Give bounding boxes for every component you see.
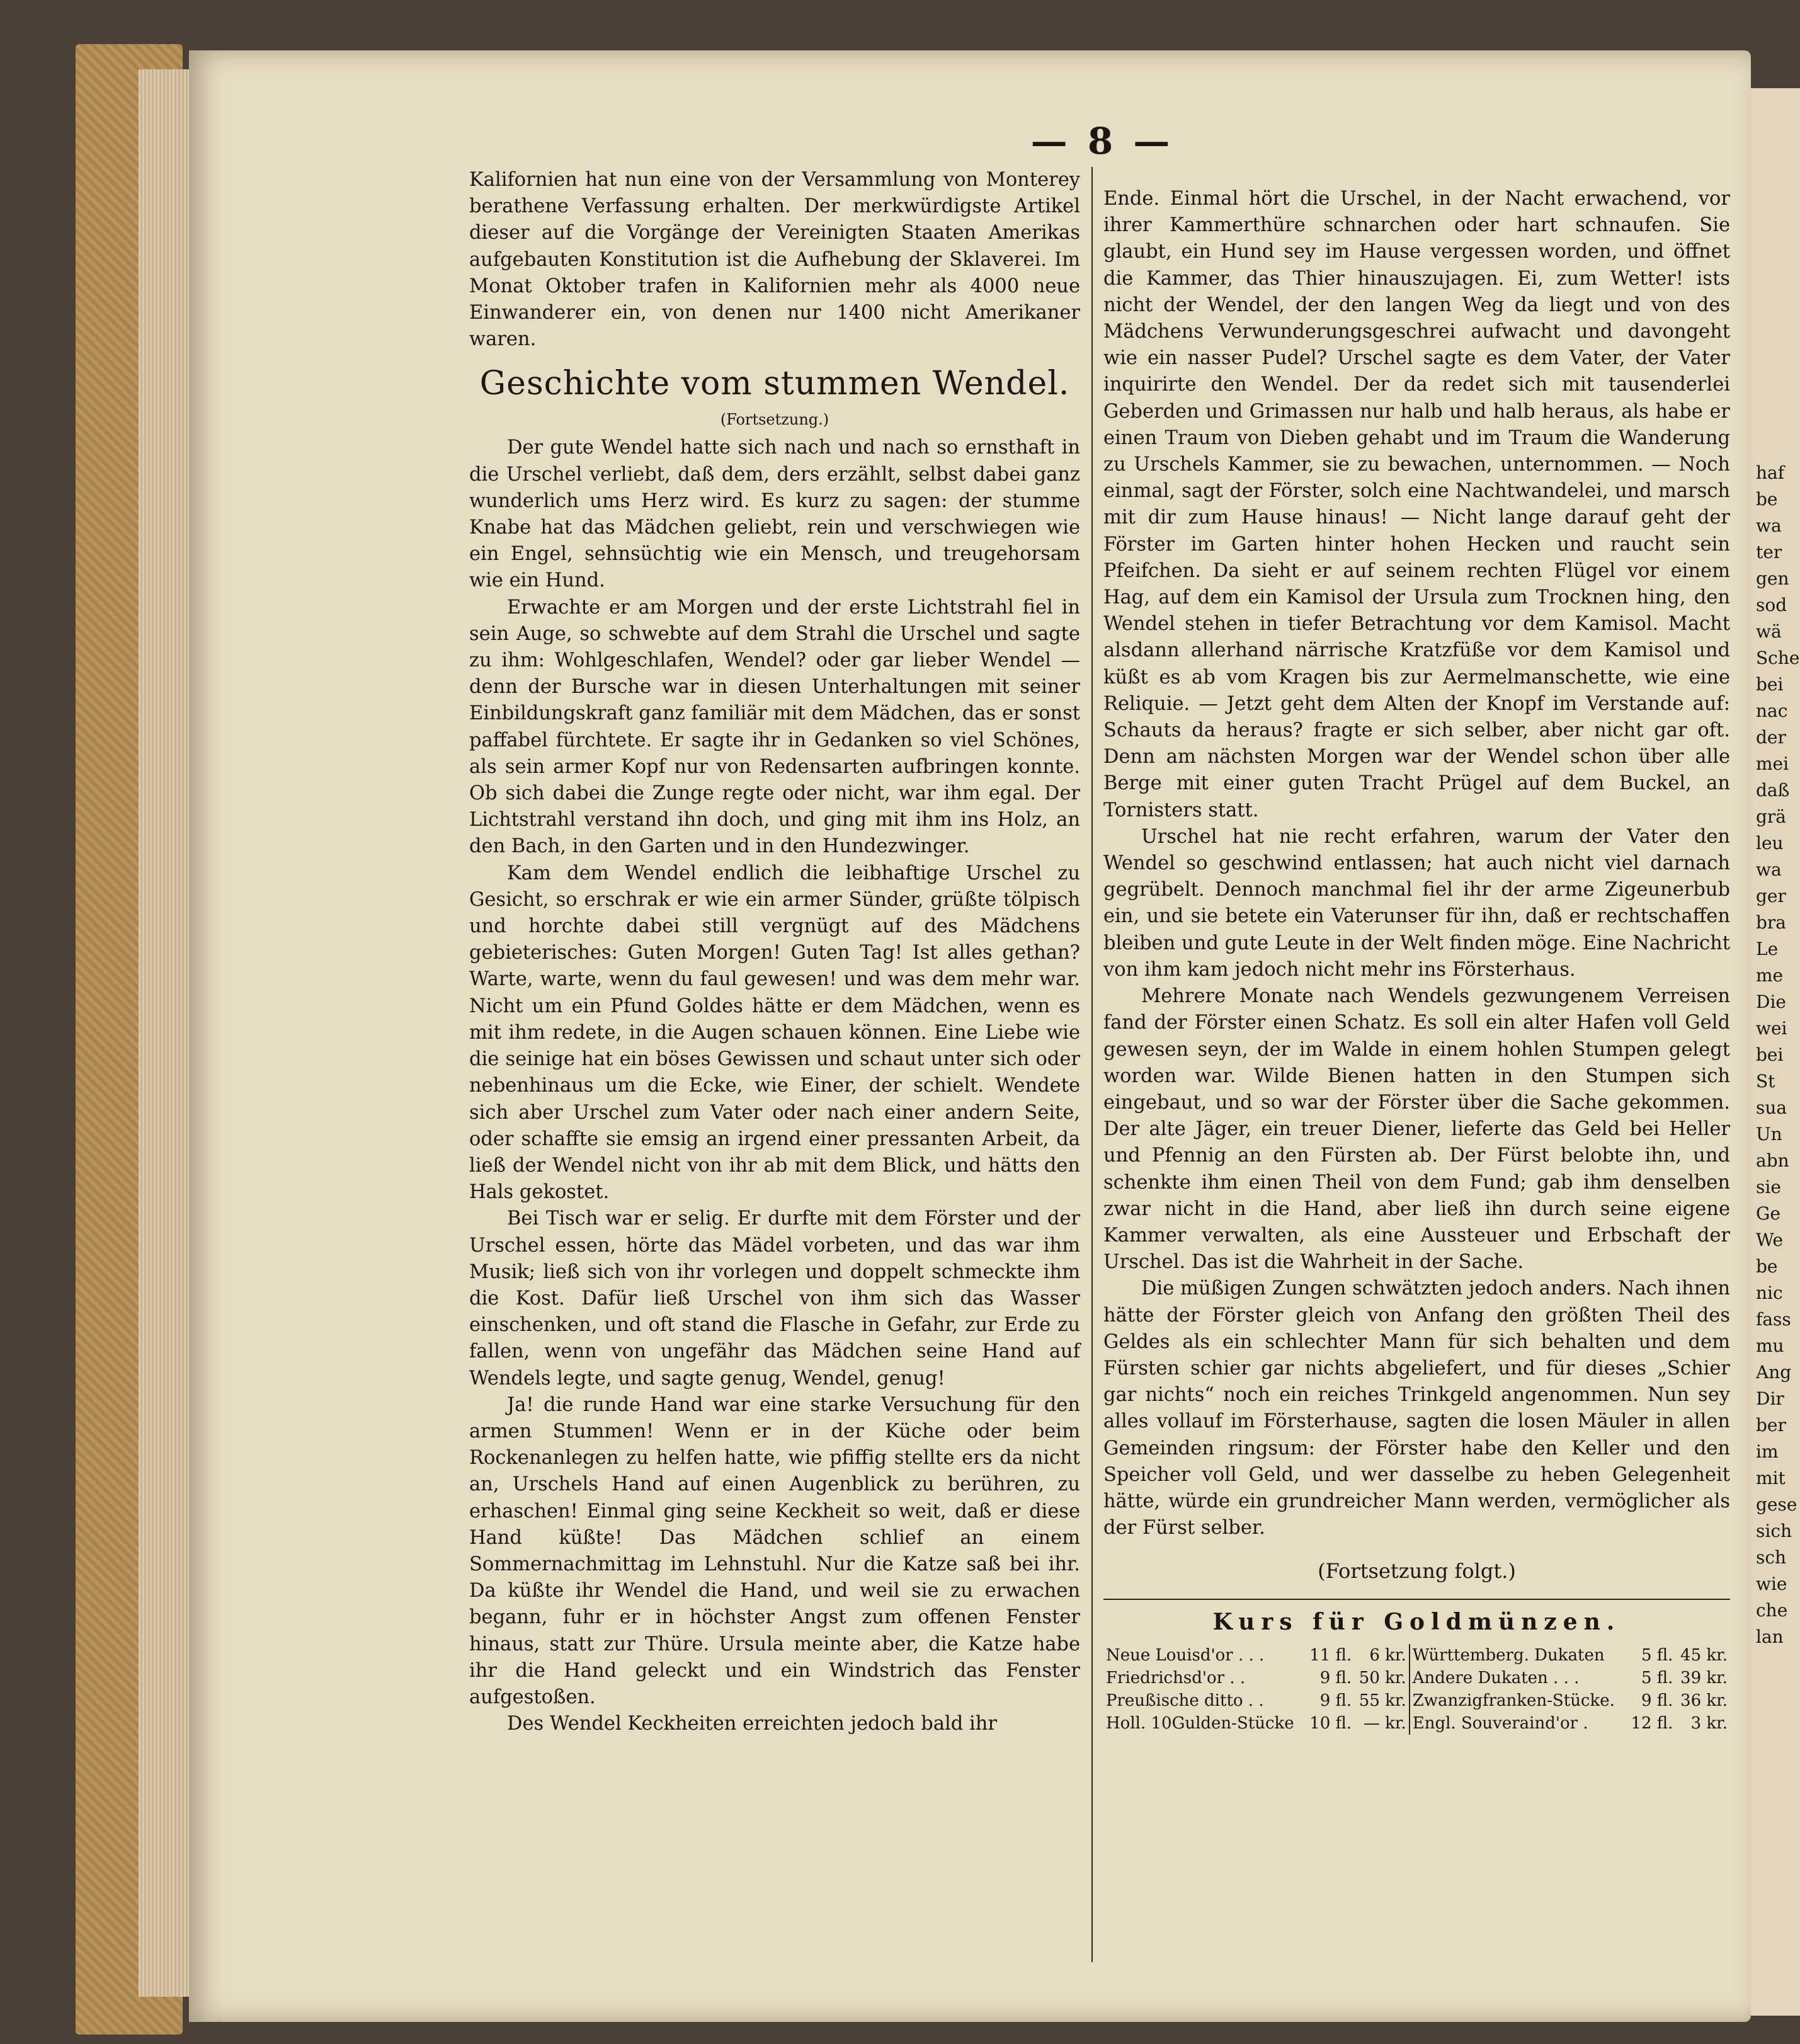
- story-paragraph: Bei Tisch war er selig. Er durfte mit dem Förster und der Urschel essen, hörte das Mädel vorbeten, und das war ihm Musik; ließ sich von ihr vorlegen und doppelt schmeckte ihm die Kost. Dafür ließ Urschel von ihm sich das Wasser einschenken, und oft stand die Flasche in Gefahr, zur Erde zu fallen, wenn von ungefähr das Mädchen seine Hand auf Wendels legte, und sagte genug, Wendel, genug!: [469, 1208, 1080, 1390]
- table-row: [1103, 1667, 1730, 1689]
- coin-name: Preußische ditto . .: [1106, 1691, 1264, 1710]
- page-number: — 8 —: [1030, 120, 1174, 163]
- coin-fl: 10 fl.: [1309, 1713, 1352, 1733]
- rates-title: Kurs für Goldmünzen.: [1212, 1608, 1621, 1635]
- neighbor-page-fragment: wei: [1756, 1018, 1787, 1039]
- coin-name: Württemberg. Dukaten: [1412, 1645, 1605, 1665]
- neighbor-page-fragment: wa: [1756, 859, 1782, 880]
- neighbor-page-fragment: wa: [1756, 515, 1782, 536]
- coin-kr: 50 kr.: [1354, 1667, 1410, 1689]
- neighbor-page-fragment: che: [1756, 1600, 1788, 1621]
- neighbor-page-fragment: ger: [1756, 886, 1786, 906]
- story-paragraph: Erwachte er am Morgen und der erste Lichtstrahl fiel in sein Auge, so schwebte auf dem Strahl die Urschel und sagte zu ihm: Wohlgeschlafen, Wendel? oder gar lieber Wendel — denn der Bursche war in diesen Unterhaltungen mit seiner Einbildungskraft ganz familiär mit dem Mädchen, das er sonst paffabel fürchtete. Er sagte ihr in Gedanken so viel Schönes, als sein armer Kopf nur von Redensarten aufbringen konnte. Ob sich dabei die Zunge regte oder nicht, war ihm egal. Der Lichtstrahl verstand ihn doch, und ging mit ihm ins Holz, an den Bach, in den Garten und in den Hundezwinger.: [469, 596, 1080, 858]
- story-subheading: (Fortsetzung.): [720, 411, 829, 429]
- neighbor-page-fragment: Die: [1756, 991, 1786, 1012]
- story-paragraph: Kam dem Wendel endlich die leibhaftige Urschel zu Gesicht, so erschrak er wie ein armer Sünder, grüßte tölpisch und horchte dabei still vergnügt auf des Mädchens gebieterisches: Guten Morgen! Guten Tag! Ist alles gethan? Warte, warte, wenn du faul gewesen! und was dem mehr war. Nicht um ein Pfund Goldes hätte er dem Mädchen, wenn es mit ihm redete, in die Augen schauen können. Eine Liebe wie die seinige hat ein böses Gewissen und schaut unter sich oder nebenhinaus um die Ecke, wie Einer, der schielt. Wendete sich aber Urschel zum Vater oder nach einer andern Seite, oder schaffte sie emsig an irgend einer pressanten Arbeit, da ließ der Wendel nicht von ihr ab mit dem Blick, und hätts den Hals gekostet.: [469, 862, 1080, 1204]
- neighbor-page-fragment: fass: [1756, 1309, 1791, 1330]
- section-rule: [1103, 1599, 1730, 1600]
- neighbor-page-fragment: nac: [1756, 700, 1788, 721]
- neighbor-page-fragment: mit: [1756, 1468, 1786, 1488]
- neighbor-page-fragment: sua: [1756, 1097, 1787, 1118]
- neighbor-page-fragment: St: [1756, 1071, 1775, 1092]
- neighbor-page-fragment: haf: [1756, 462, 1785, 483]
- story-paragraph: Des Wendel Keckheiten erreichten jedoch bald ihr: [507, 1713, 997, 1735]
- coin-name: Andere Dukaten . . .: [1412, 1668, 1580, 1687]
- neighbor-page-fragment: Ang: [1756, 1362, 1792, 1383]
- right-column: [1103, 186, 1730, 1735]
- coin-fl: 9 fl.: [1319, 1691, 1352, 1710]
- neighbor-page-fragment: be: [1756, 489, 1778, 510]
- neighbor-page-fragment: abn: [1756, 1150, 1789, 1171]
- continued-note: (Fortsetzung folgt.): [1318, 1559, 1516, 1584]
- table-row: [1103, 1689, 1730, 1712]
- neighbor-page-fragment: leu: [1756, 833, 1784, 854]
- coin-kr: 45 kr.: [1680, 1645, 1728, 1665]
- neighbor-page-fragment: gese: [1756, 1494, 1797, 1515]
- neighbor-page-fragment: Un: [1756, 1124, 1782, 1145]
- story-paragraph: Urschel hat nie recht erfahren, warum der Vater den Wendel so geschwind entlassen; hat auch nicht viel darnach gegrübelt. Dennoch manchmal fiel ihr der arme Zigeunerbub ein, und sie betete ein Vaterunser für ihn, daß er rechtschaffen bleiben und gute Leute in der Welt finden möge. Eine Nachricht von ihm kam jedoch nicht mehr ins Försterhaus.: [1103, 825, 1730, 981]
- coin-name: Holl. 10Gulden-Stücke: [1106, 1713, 1294, 1733]
- coin-kr: 55 kr.: [1354, 1689, 1410, 1712]
- table-row: [1103, 1644, 1730, 1667]
- neighbor-page-fragment: Dir: [1756, 1388, 1784, 1409]
- neighbor-page-fragment: sie: [1756, 1177, 1781, 1197]
- neighbor-page-fragment: bra: [1756, 912, 1787, 933]
- intro-paragraph: Kalifornien hat nun eine von der Versammlung von Monterey berathene Verfassung erhalten. Der merkwürdigste Artikel dieser auf die Vorgänge der Vereinigten Staaten Amerikas aufgebauten Konstitution ist die Aufhebung der Sklaverei. Im Monat Oktober trafen in Kalifornien mehr als 4000 neue Einwanderer ein, von denen nur 1400 nicht Amerikaner waren.: [469, 169, 1080, 351]
- coin-fl: 9 fl.: [1319, 1668, 1352, 1687]
- neighbor-page-fragment: ter: [1756, 542, 1782, 562]
- neighbor-page-edge: [1751, 88, 1800, 2016]
- column-divider: [1091, 167, 1093, 1962]
- neighbor-page-fragment: gen: [1756, 568, 1789, 589]
- neighbor-page-fragment: nic: [1756, 1282, 1783, 1303]
- coin-fl: 5 fl.: [1641, 1668, 1673, 1687]
- coin-fl: 11 fl.: [1309, 1645, 1352, 1665]
- coin-fl: 12 fl.: [1631, 1713, 1673, 1733]
- story-heading: Geschichte vom stummen Wendel.: [479, 365, 1070, 403]
- neighbor-page-fragment: grä: [1756, 806, 1787, 827]
- coin-kr: 3 kr.: [1690, 1713, 1728, 1733]
- neighbor-page-fragment: wie: [1756, 1573, 1787, 1594]
- neighbor-page-fragment: im: [1756, 1441, 1779, 1462]
- neighbor-page-fragment: Le: [1756, 939, 1779, 959]
- neighbor-page-fragment: be: [1756, 1256, 1778, 1277]
- table-row: [1103, 1712, 1730, 1735]
- coin-kr: 6 kr.: [1354, 1644, 1410, 1667]
- coin-fl: 9 fl.: [1641, 1691, 1673, 1710]
- neighbor-page-fragment: wä: [1756, 621, 1782, 642]
- coin-name: Zwanzigfranken-Stücke.: [1412, 1691, 1615, 1710]
- story-paragraph: Ja! die runde Hand war eine starke Versuchung für den armen Stummen! Wenn er in der Küche oder beim Rockenanlegen zu helfen hatte, wie pfiffig stellte ers da nicht an, Urschels Hand auf einen Augenblick zu berühren, zu erhaschen! Einmal ging seine Keckheit so weit, daß er diese Hand küßte! Das Mädchen schlief an einem Sommernachmittag im Lehnstuhl. Nur die Katze saß bei ihr. Da küßte ihr Wendel die Hand, und weil sie zu erwachen begann, fuhr er in höchster Angst zum offenen Fenster hinaus, statt zur Thüre. Ursula meinte aber, die Katze habe ihr die Hand geleckt und ein Windstrich das Fenster aufgestoßen.: [469, 1393, 1080, 1708]
- coin-kr: 39 kr.: [1680, 1668, 1728, 1687]
- story-paragraph: Der gute Wendel hatte sich nach und nach so ernsthaft in die Urschel verliebt, daß dem, ders erzählt, selbst dabei ganz wunderlich ums Herz wird. Es kurz zu sagen: der stumme Knabe hat das Mädchen geliebt, rein und verschwiegen wie ein Engel, sehnsüchtig wie ein Mensch, und treugehorsam wie ein Hund.: [469, 437, 1080, 592]
- left-column: [469, 167, 1080, 1737]
- neighbor-page-fragment: Ge: [1756, 1203, 1780, 1224]
- neighbor-page-fragment: Sche: [1756, 648, 1800, 668]
- neighbor-page-fragment: der: [1756, 727, 1786, 748]
- neighbor-page-fragment: daß: [1756, 780, 1790, 801]
- neighbor-page-fragment: lan: [1756, 1626, 1784, 1647]
- neighbor-page-fragment: mu: [1756, 1335, 1784, 1356]
- story-paragraph: Ende. Einmal hört die Urschel, in der Nacht erwachend, vor ihrer Kammerthüre schnarchen oder hart schnaufen. Sie glaubt, ein Hund sey im Hause vergessen worden, und öffnet die Kammer, das Thier hinauszujagen. Ei, zum Wetter! ists nicht der Wendel, der den langen Weg da liegt und von des Mädchens Verwunderungsgeschrei aufwacht und davongeht wie ein nasser Pudel? Urschel sagte es dem Vater, der Vater inquirirte den Wendel. Der da redet sich mit tausenderlei Geberden und Grimassen nur halb und halb heraus, als habe er einen Traum von Dieben gehabt und im Traum die Wanderung zu Urschels Kammer, sie zu bewachen, unternommen. — Noch einmal, sagt der Förster, solch eine Nachtwandelei, und marsch mit dir zum Hause hinaus! — Nicht lange darauf geht der Förster im Garten hinter hohen Hecken und raucht sein Pfeifchen. Da sieht er auf seinem rechten Flügel vor einem Hag, auf dem ein Kamisol der Ursula zum Trocknen hing, den Wendel stehen in tiefer Betrachtung vor dem Kamisol. Macht alsdann allerhand närrische Kratzfüße vor dem Kamisol und küßt es ab vom Kragen bis zur Aermelmanschette, wie eine Reliquie. — Jetzt geht dem Alten der Knopf im Verstande auf: Schauts da heraus? fragte er sich selber, aber nicht gar oft. Denn am nächsten Morgen war der Wendel schon über alle Berge mit einer guten Tracht Prügel auf dem Buckel, an Tornisters statt.: [1103, 188, 1730, 821]
- story-paragraph: Mehrere Monate nach Wendels gezwungenem Verreisen fand der Förster einen Schatz. Es soll ein alter Hafen voll Geld gewesen seyn, der im Walde in einem hohlen Stumpen gelegt worden war. Wilde Bienen hatten in den Stumpen sich eingebaut, und so war der Förster über die Sache gekommen. Der alte Jäger, ein treuer Diener, lieferte das Geld bei Heller und Pfennig an den Fürsten ab. Der Fürst belobte ihn, und schenkte ihm einen Theil von dem Fund; gab ihm denselben zwar nicht in die Hand, aber ließ ihn durch seine eigene Kammer verwalten, als eine Aussteuer und Erbschaft der Urschel. Das ist die Wahrheit in der Sache.: [1103, 985, 1730, 1274]
- neighbor-page-fragment: sod: [1756, 595, 1787, 615]
- coin-kr: 36 kr.: [1680, 1691, 1728, 1710]
- neighbor-page-fragment: mei: [1756, 753, 1789, 774]
- neighbor-page-fragment: sich: [1756, 1521, 1792, 1541]
- coin-name: Neue Louisd'or . . .: [1106, 1645, 1265, 1665]
- story-paragraph: Die müßigen Zungen schwätzten jedoch anders. Nach ihnen hätte der Förster gleich von Anfang den größten Theil des Geldes als ein schlechter Mann für sich behalten und dem Fürsten schier gar nichts abgeliefert, und für dieses „Schier gar nichts“ noch ein reiches Trinkgeld angenommen. Nun sey alles vollauf im Försterhause, sagten die losen Mäuler in allen Gemeinden ringsum: der Förster habe den Keller und den Speicher voll Geld, und wer dasselbe zu heben Gelegenheit hätte, würde ein grundreicher Mann werden, vermöglicher als der Fürst selber.: [1103, 1277, 1730, 1539]
- coin-fl: 5 fl.: [1641, 1645, 1673, 1665]
- neighbor-page-fragment: We: [1756, 1230, 1784, 1250]
- coin-kr: — kr.: [1354, 1712, 1410, 1735]
- neighbor-page-fragment: ber: [1756, 1415, 1786, 1436]
- neighbor-page-fragment: bei: [1756, 674, 1784, 695]
- neighbor-page-fragment: bei: [1756, 1044, 1784, 1065]
- coin-name: Engl. Souveraind'or .: [1412, 1713, 1588, 1733]
- gold-rates-table: [1103, 1644, 1730, 1735]
- coin-name: Friedrichsd'or . .: [1106, 1668, 1246, 1687]
- neighbor-page-fragment: me: [1756, 965, 1784, 986]
- neighbor-page-fragment: sch: [1756, 1547, 1787, 1568]
